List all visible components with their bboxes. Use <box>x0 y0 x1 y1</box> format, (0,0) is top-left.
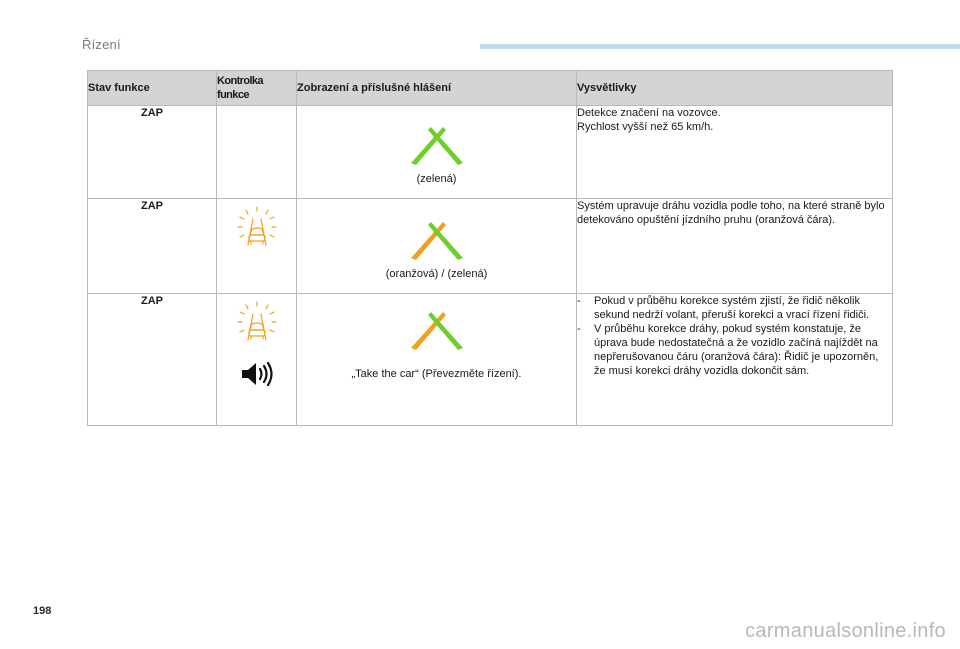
lane-line-left <box>411 127 446 165</box>
lane-keep-warning-icon <box>237 300 277 344</box>
lane-line-left <box>411 222 446 260</box>
table-header-row <box>88 71 893 106</box>
display-caption: „Take the car“ (Převezměte řízení). <box>351 368 522 380</box>
display-caption: (zelená) <box>416 173 457 185</box>
lane-keep-warning-icon <box>237 205 277 249</box>
explanation-cell <box>577 106 893 199</box>
bullet-text: Pokud v průběhu korekce systém zjistí, že řidič několik sekund nedrží volant, přeruší korekci a vrací řízení řidiči. <box>594 295 870 321</box>
lane-line-right <box>428 312 463 350</box>
display-cell <box>297 199 577 294</box>
explanation-line: Detekce značení na vozovce. <box>577 107 721 119</box>
header-explanation: Vysvětlivky <box>577 71 893 106</box>
table-row <box>88 106 893 199</box>
speaker-sound-icon <box>240 361 274 387</box>
lane-line-left <box>411 312 446 350</box>
explanation-bullets <box>577 294 892 378</box>
lane-lines-icon <box>383 123 491 167</box>
explanation-bullet: - V průběhu korekce dráhy, pokud systém konstatuje, že úprava bude nedostatečná a že vozidlo začíná najíždět na nepřerušovanou čáru (oranžová čára): Řidič je upozorněn, že musí korekci dráhy vozidla dokončit sám. <box>577 323 879 377</box>
display-cell <box>297 294 577 426</box>
table-row <box>88 294 893 426</box>
display-caption: (oranžová) / (zelená) <box>385 268 488 280</box>
state-cell: ZAP <box>88 294 217 426</box>
header-lamp: Kontrolka funkce <box>217 71 297 106</box>
header-accent-bar <box>480 44 960 49</box>
lamp-cell <box>217 294 297 426</box>
explanation-line: Rychlost vyšší než 65 km/h. <box>577 121 714 133</box>
lamp-cell <box>217 199 297 294</box>
state-cell: ZAP <box>88 106 217 199</box>
explanation-bullet: - Pokud v průběhu korekce systém zjistí, že řidič několik sekund nedrží volant, přeruší korekci a vrací řízení řidiči. <box>577 295 870 321</box>
watermark: carmanualsonline.info <box>745 620 946 642</box>
header-state: Stav funkce <box>88 71 217 106</box>
display-cell <box>297 106 577 199</box>
lane-lines-icon <box>383 218 491 262</box>
bullet-text: V průběhu korekce dráhy, pokud systém konstatuje, že úprava bude nedostatečná a že vozidlo začíná najíždět na nepřerušovanou čáru (oranžová čára): Řidič je upozorněn, že musí korekci dráhy vozidla dokončit sám. <box>594 323 879 377</box>
explanation-cell: Systém upravuje dráhu vozidla podle toho, na které straně bylo detekováno opuštění jízdního pruhu (oranžová čára). <box>577 199 893 294</box>
table-row <box>88 199 893 294</box>
lane-keeping-table <box>87 70 893 426</box>
lane-line-right <box>428 127 463 165</box>
section-title: Řízení <box>82 37 121 52</box>
page-number: 198 <box>33 605 52 617</box>
lane-line-right <box>428 222 463 260</box>
header-display: Zobrazení a příslušné hlášení <box>297 71 577 106</box>
lamp-cell <box>217 106 297 199</box>
state-cell: ZAP <box>88 199 217 294</box>
explanation-cell <box>577 294 893 426</box>
lane-lines-icon <box>383 308 491 352</box>
